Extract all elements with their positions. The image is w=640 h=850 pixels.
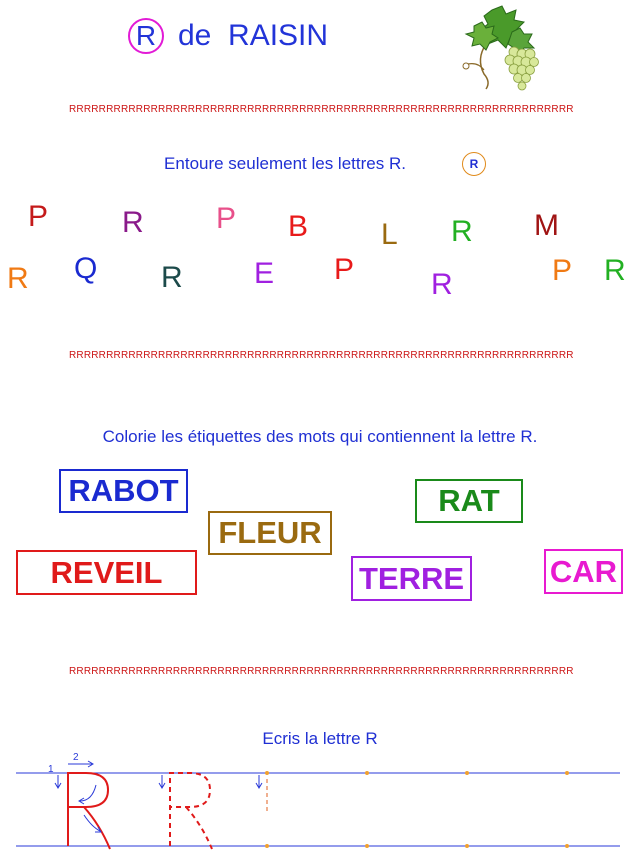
instruction-write-letter: Ecris la lettre R — [262, 729, 378, 748]
stroke-number: 2 — [73, 752, 79, 763]
letter-item[interactable]: R — [122, 206, 144, 239]
letter-item[interactable]: R — [431, 268, 453, 301]
grapes-icon — [456, 4, 550, 94]
word-label[interactable]: FLEUR — [208, 511, 332, 555]
separator-line: RRRRRRRRRRRRRRRRRRRRRRRRRRRRRRRRRRRRRRRRRRRRRRRRRRRRRRRRRRRRRRRRRRRR — [69, 350, 574, 361]
writing-lines — [0, 745, 640, 850]
letter-item[interactable]: R — [451, 215, 473, 248]
letter-item[interactable]: M — [534, 209, 559, 242]
letter-item[interactable]: B — [288, 210, 309, 243]
letter-item[interactable]: P — [216, 202, 237, 235]
title-letter-circle: R — [128, 18, 164, 54]
letter-item[interactable]: R — [161, 261, 183, 294]
word-label[interactable]: CAR — [544, 549, 623, 594]
letter-item[interactable]: P — [334, 253, 355, 286]
letter-item[interactable]: P — [552, 254, 573, 287]
separator-line: RRRRRRRRRRRRRRRRRRRRRRRRRRRRRRRRRRRRRRRRRRRRRRRRRRRRRRRRRRRRRRRRRRRR — [69, 104, 574, 115]
separator-line: RRRRRRRRRRRRRRRRRRRRRRRRRRRRRRRRRRRRRRRRRRRRRRRRRRRRRRRRRRRRRRRRRRRR — [69, 666, 574, 677]
letter-item[interactable]: E — [254, 257, 275, 290]
page-title — [128, 14, 328, 58]
letter-item[interactable]: P — [28, 200, 49, 233]
letter-item[interactable]: L — [381, 218, 398, 251]
word-label[interactable]: RAT — [415, 479, 523, 523]
word-label[interactable]: REVEIL — [16, 550, 197, 595]
title-text: de RAISIN — [178, 19, 329, 52]
letter-item[interactable]: R — [7, 262, 29, 295]
example-r-badge: R — [462, 152, 486, 176]
instruction-circle-letters: Entoure seulement les lettres R. — [164, 154, 406, 173]
word-label[interactable]: TERRE — [351, 556, 472, 601]
word-label[interactable]: RABOT — [59, 469, 188, 513]
instruction-color-labels: Colorie les étiquettes des mots qui contiennent la lettre R. — [102, 427, 538, 446]
stroke-number: 1 — [48, 764, 54, 775]
letter-item[interactable]: Q — [74, 252, 98, 285]
letter-item[interactable]: R — [604, 254, 626, 287]
